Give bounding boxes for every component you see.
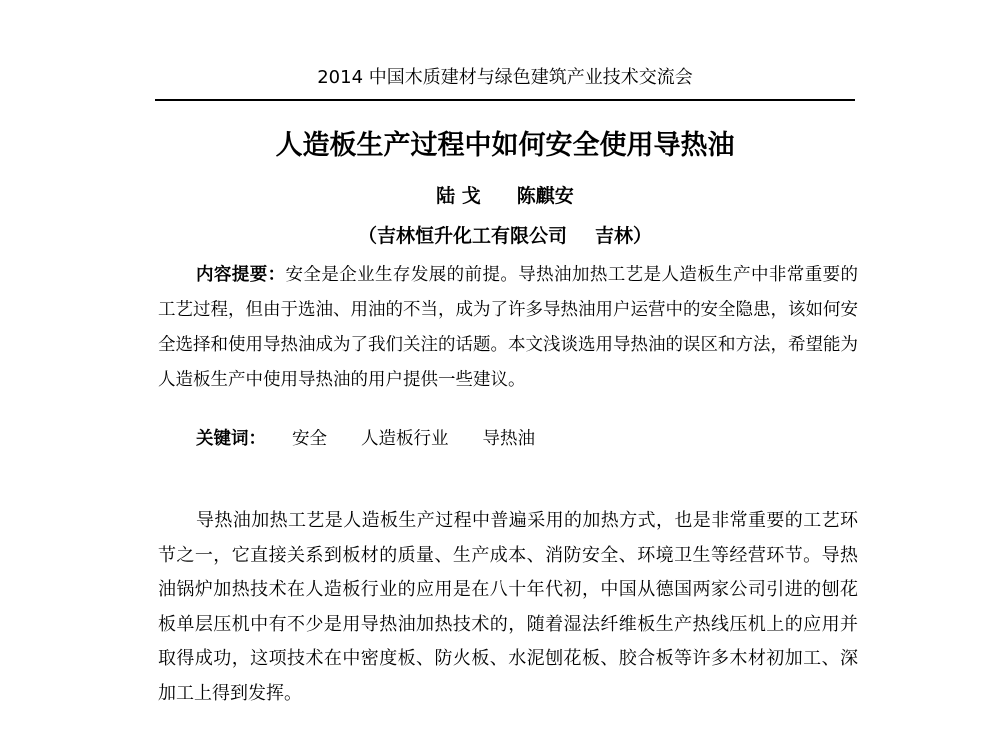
author-list (155, 180, 855, 212)
conference-header: 2014 中国木质建材与绿色建筑产业技术交流会 (317, 67, 693, 88)
body-paragraph: 导热油加热工艺是人造板生产过程中普遍采用的加热方式，也是非常重要的工艺环节之一，它直接关系到板材的质量、生产成本、消防安全、环境卫生等经营环节。导热油锅炉加热技术在人造板行业的应用是在八十年代初，中国从德国两家公司引进的刨花板单层压机中有不少是用导热油加热技术的，随着湿法纤维板生产热线压机上的应用并取得成功，这项技术在中密度板、防火板、水泥刨花板、胶合板等许多木材初加工、深加工上得到发挥。 (158, 510, 858, 704)
affiliation: （吉林恒升化工有限公司 吉林） (357, 225, 653, 247)
keywords (196, 423, 856, 455)
author-name: 陈麒安 (516, 185, 574, 207)
keywords-label: 关键词： (196, 429, 266, 449)
affiliation-city: 吉林 (595, 225, 634, 247)
abstract-label: 内容提要： (196, 265, 286, 285)
keyword: 导热油 (482, 429, 535, 449)
header-rule (155, 99, 855, 101)
keyword: 安全 (292, 429, 327, 449)
article-title: 人造板生产过程中如何安全使用导热油 (275, 130, 735, 161)
abstract-text: 安全是企业生存发展的前提。导热油加热工艺是人造板生产中非常重要的工艺过程，但由于选油、用油的不当，成为了许多导热油用户运营中的安全隐患，该如何安全选择和使用导热油成为了我们关注的话题。本文浅谈选用导热油的误区和方法，希望能为人造板生产中使用导热油的用户提供一些建议。 (158, 265, 858, 390)
author-name: 陆 戈 (436, 185, 481, 207)
keyword: 人造板行业 (361, 429, 449, 449)
abstract (158, 258, 858, 398)
affiliation-company: 吉林恒升化工有限公司 (376, 225, 567, 247)
